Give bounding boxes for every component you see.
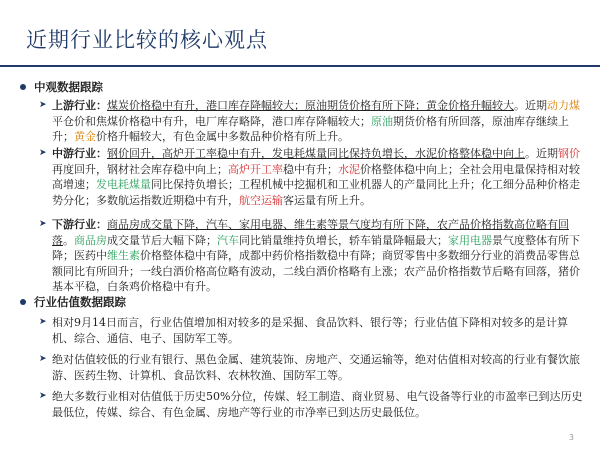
midstream-text [52, 146, 584, 208]
section-heading-text: 行业估值数据跟踪 [34, 295, 126, 309]
upstream-summary: 煤炭价格稳中有升，港口库存降幅较大；原油期货价格有所下降；黄金价格升幅较大 [107, 99, 514, 112]
highlight-oil: 原油 [371, 114, 393, 128]
text: 。近期 [525, 147, 558, 160]
text: 。近期 [514, 99, 547, 112]
text: 价格整体稳中向上；全社会用电量保持相对较高增速； [52, 162, 580, 191]
section-heading-valuation [20, 294, 126, 310]
text: 期货价格有所回落，原油库存继续上升； [52, 114, 569, 143]
valuation-item-1 [39, 315, 584, 346]
highlight-aviation: 航空运输 [239, 193, 283, 207]
highlight-auto: 汽车 [217, 233, 239, 247]
text: 价格整体稳中有降，成都中药价格指数稳中有降；商贸零售中多数细分行业的消费品零售总额同比有所回升；一线白酒价格高位略有波动，二线白酒价格略有上涨；农产品价格指数节后略有回落，猪价基本平稳，白条鸡价格稳中有升。 [52, 249, 580, 293]
valuation-text-2: 绝对估值较低的行业有银行、黑色金属、建筑装饰、房地产、交通运输等，绝对估值相对较高的行业有餐饮旅游、医药生物、计算机、食品饮料、农林牧渔、国防军工等。 [52, 353, 580, 382]
downstream-text [52, 217, 584, 295]
text: 稳中有升； [283, 162, 338, 176]
arrow-bullet-icon: ➤ [39, 391, 47, 401]
valuation-text-3: 绝大多数行业相对估值低于历史50%分位，传媒、轻工制造、商业贸易、电气设备等行业的市盈率已到达历史最低位，传媒、综合、有色金属、房地产等行业的市净率已到达历史最低位。 [52, 390, 583, 419]
highlight-coal: 动力煤 [547, 99, 580, 112]
downstream-item [39, 217, 584, 295]
arrow-bullet-icon: ➤ [39, 148, 47, 158]
upstream-item [39, 98, 584, 145]
section-heading-industry-data [20, 79, 103, 95]
text: 成交量节后大幅下降； [107, 233, 217, 247]
valuation-item-2 [39, 352, 584, 383]
downstream-lead: 下游行业： [52, 218, 107, 231]
highlight-appliances: 家用电器 [448, 233, 492, 247]
highlight-vitamins: 维生素 [107, 249, 140, 262]
text: 。 [63, 233, 74, 247]
arrow-bullet-icon: ➤ [39, 317, 47, 327]
highlight-coal-consumption: 发电耗煤量 [96, 178, 151, 191]
text: 同比保持负增长；工程机械中挖掘机和工业机器人的产量同比上升；化工细分品种价格走势分化；多数航运指数近期稳中有升， [52, 178, 580, 207]
title-divider [0, 65, 600, 67]
section-heading-text: 中观数据跟踪 [34, 80, 103, 94]
highlight-cement: 水泥 [338, 162, 360, 176]
text: 价格升幅较大，有色金属中多数品种价格有所上升。 [96, 130, 349, 143]
bullet-dot-icon [20, 299, 26, 305]
midstream-summary: 钢价回升，高炉开工率稳中有升，发电耗煤量同比保持负增长，水泥价格整体稳中向上 [107, 147, 525, 160]
upstream-lead: 上游行业： [52, 99, 107, 112]
text: 景气度整体有所下降；医药中 [52, 233, 580, 262]
text: 平仓价和焦煤价格稳中有升，电厂库存略降，港口库存降幅较大； [52, 114, 371, 128]
page-title: 近期行业比较的核心观点 [26, 28, 268, 52]
midstream-item [39, 146, 584, 208]
downstream-summary: 商品房成交量下降，汽车、家用电器、维生素等景气度均有所下降，农产品价格指数高位略有回落 [52, 218, 569, 247]
highlight-furnace: 高炉开工率 [228, 162, 283, 176]
valuation-text-1: 相对9月14日而言，行业估值增加相对较多的是采掘、食品饮料、银行等；行业估值下降相对较多的是计算机、综合、通信、电子、国防军工等。 [52, 316, 568, 345]
highlight-gold: 黄金 [74, 130, 96, 143]
arrow-bullet-icon: ➤ [39, 100, 47, 110]
text: 再度回升，钢材社会库存稳中向上； [52, 162, 228, 176]
highlight-steel: 钢价 [558, 147, 580, 160]
arrow-bullet-icon: ➤ [39, 354, 47, 364]
page-number: 3 [568, 433, 574, 442]
bullet-dot-icon [20, 84, 26, 90]
upstream-text [52, 98, 584, 145]
arrow-bullet-icon: ➤ [39, 219, 47, 229]
text: 同比销量维持负增长，轿车销量降幅最大； [239, 233, 448, 247]
midstream-lead: 中游行业： [52, 147, 107, 160]
text: 客运量有所上升。 [283, 193, 371, 207]
highlight-housing: 商品房 [74, 233, 107, 247]
valuation-item-3 [39, 389, 584, 420]
